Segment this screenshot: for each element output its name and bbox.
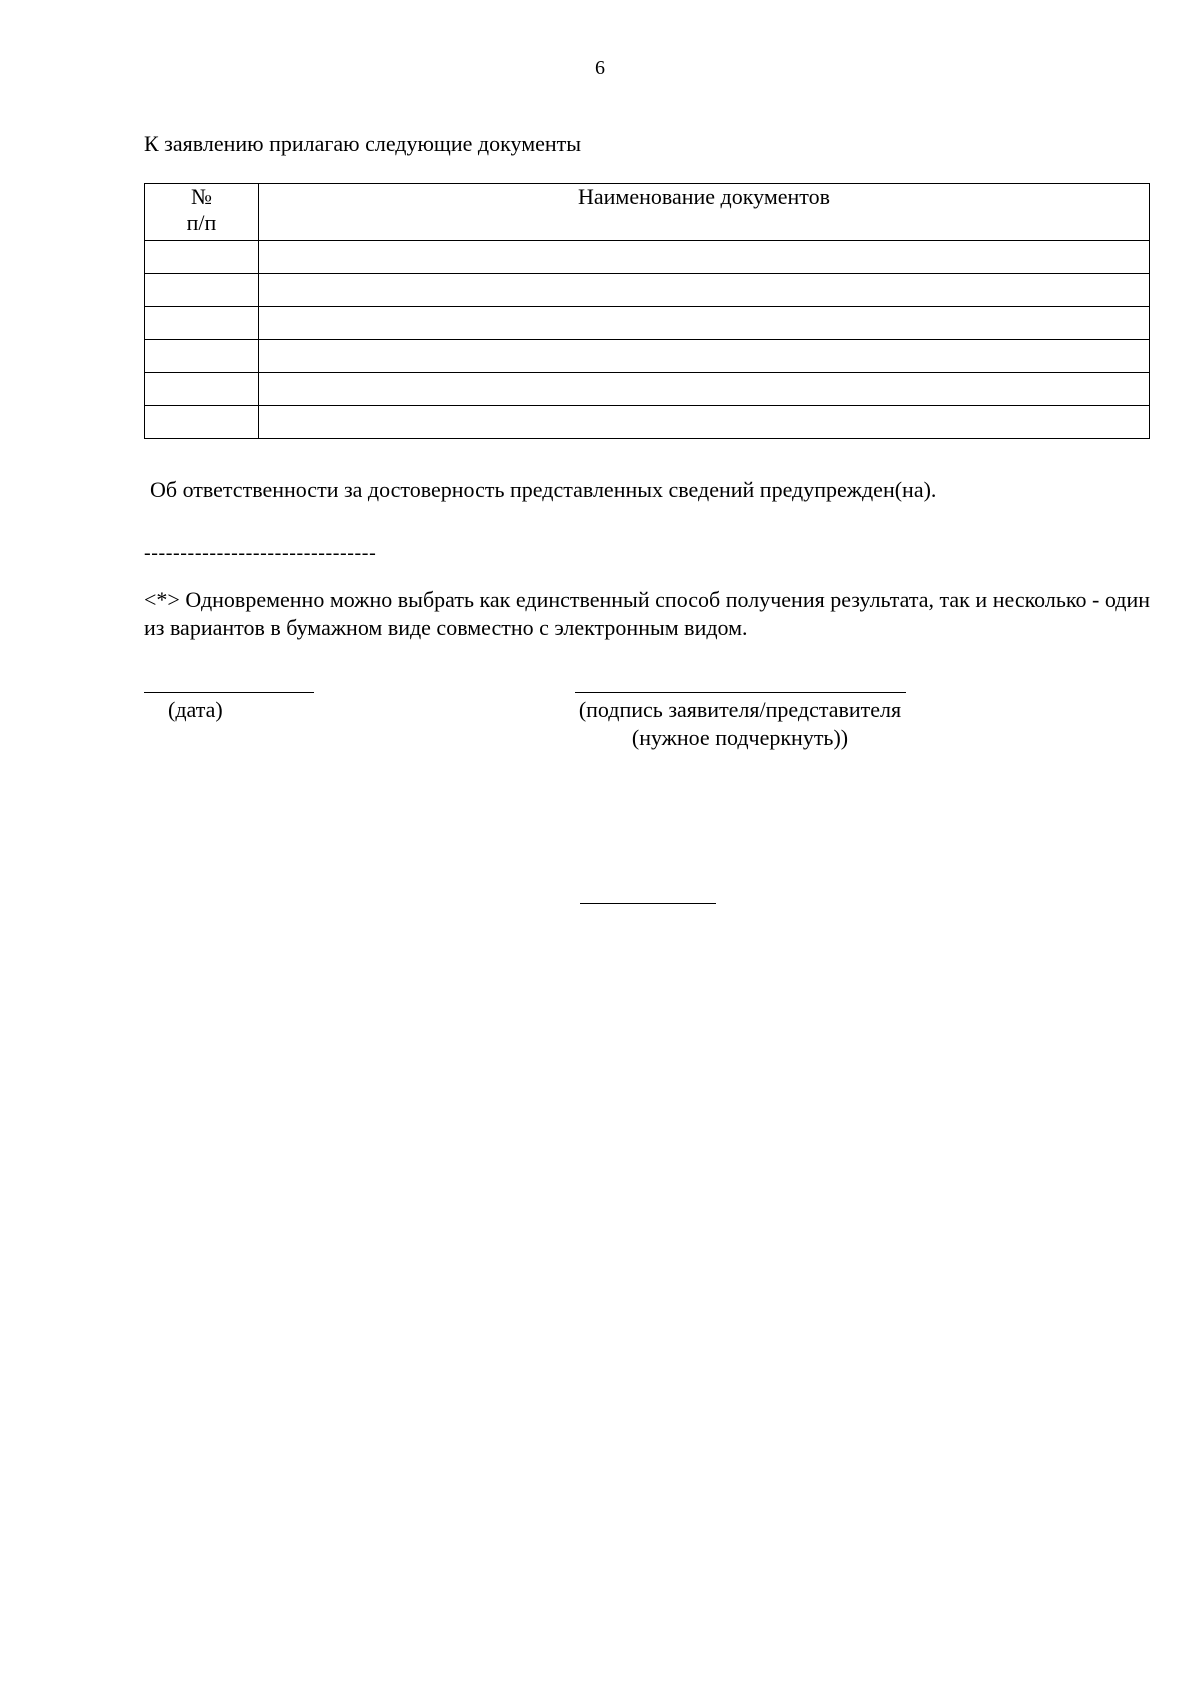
table-row: [145, 241, 1150, 274]
row-number-cell: [145, 373, 259, 406]
document-name-cell: [259, 307, 1150, 340]
applicant-signature-line: [575, 692, 906, 693]
table-row: [145, 340, 1150, 373]
document-name-cell: [259, 241, 1150, 274]
row-number-cell: [145, 274, 259, 307]
signature-caption: [520, 696, 960, 752]
column-header-number-symbol: №: [191, 184, 212, 209]
table-row: [145, 373, 1150, 406]
row-number-cell: [145, 241, 259, 274]
signature-caption-line1: (подпись заявителя/представителя: [578, 697, 902, 722]
row-number-cell: [145, 307, 259, 340]
date-caption: (дата): [168, 697, 223, 722]
page-number: 6: [595, 57, 605, 79]
document-name-cell: [259, 274, 1150, 307]
column-header-document-name: Наименование документов: [259, 184, 1150, 241]
attachments-intro: К заявлению прилагаю следующие документы: [144, 131, 582, 156]
column-header-number-abbr: п/п: [186, 210, 217, 235]
document-name-cell: [259, 340, 1150, 373]
document-name-cell: [259, 406, 1150, 439]
document-name-cell: [259, 373, 1150, 406]
footnote-separator: --------------------------------: [144, 542, 377, 564]
documents-table: [144, 183, 1150, 439]
row-number-cell: [145, 406, 259, 439]
table-header-row: [145, 184, 1150, 241]
row-number-cell: [145, 340, 259, 373]
footnote: <*> Одновременно можно выбрать как единственный способ получения результата, так и несколько - один из вариантов в бумажном виде совместно с электронным видом.: [144, 587, 1150, 640]
column-header-number: [145, 184, 259, 241]
table-row: [145, 274, 1150, 307]
table-row: [145, 406, 1150, 439]
signature-caption-line2: (нужное подчеркнуть)): [631, 725, 849, 750]
date-signature-line: [144, 692, 314, 693]
table-row: [145, 307, 1150, 340]
responsibility-warning: Об ответственности за достоверность представленных сведений предупрежден(на).: [150, 477, 937, 502]
document-end-line: [580, 903, 716, 904]
